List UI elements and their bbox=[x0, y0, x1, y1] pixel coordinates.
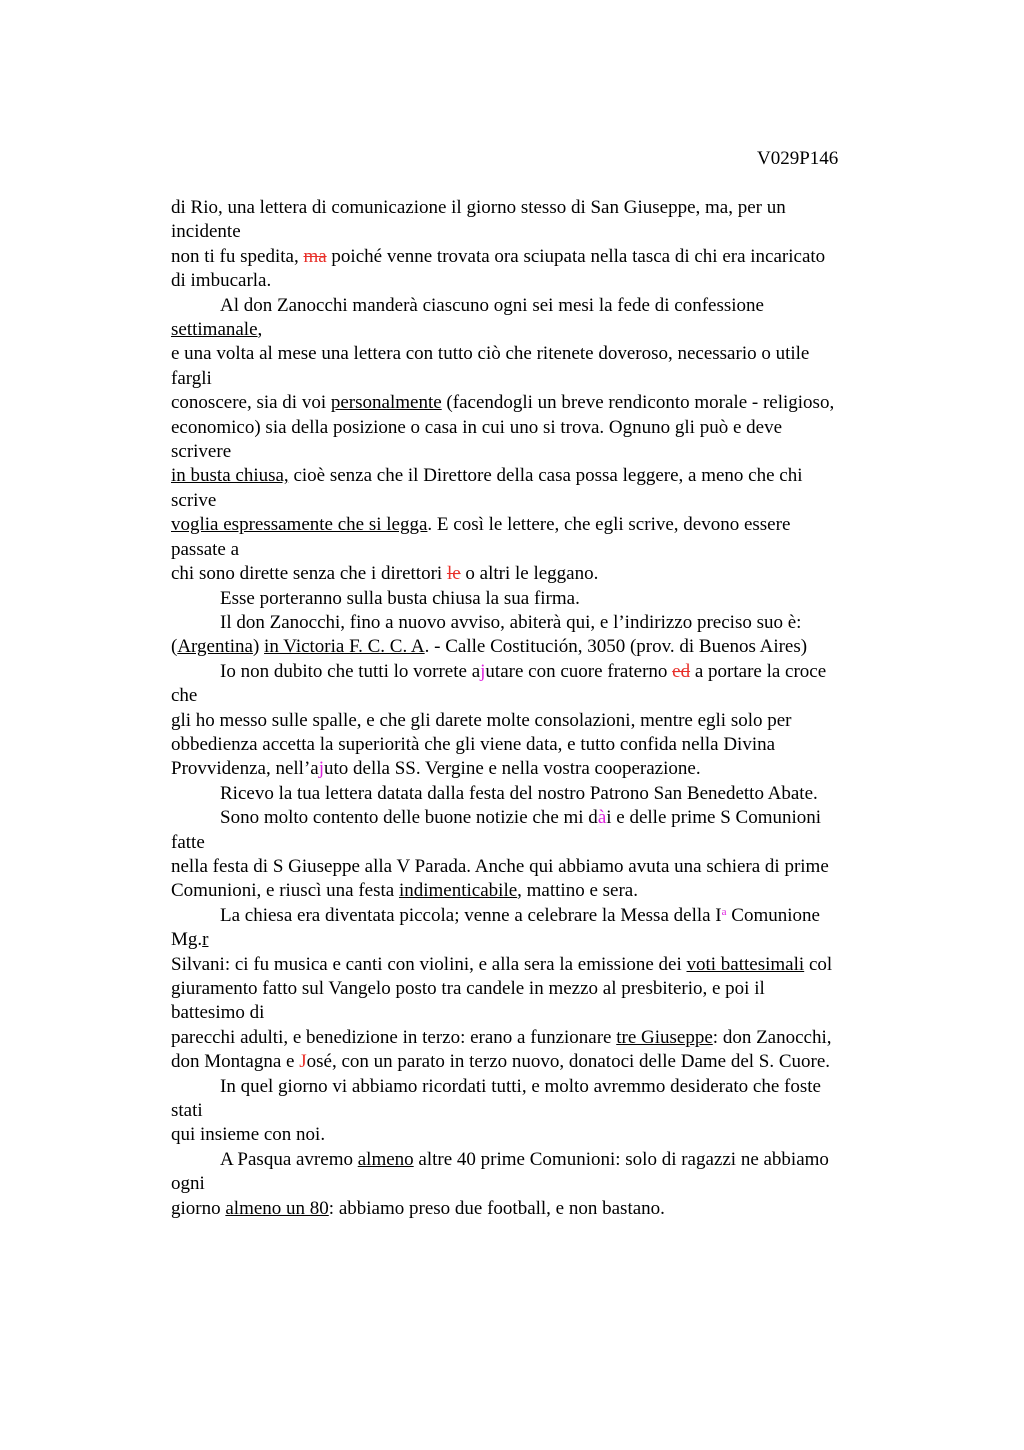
line-text: incidente bbox=[171, 221, 241, 243]
text-line bbox=[171, 831, 901, 855]
line-text: e una volta al mese una lettera con tutto ciò che ritenete doveroso, necessario o utile bbox=[171, 343, 810, 365]
text-line bbox=[171, 416, 901, 440]
line-text: scrive bbox=[171, 489, 217, 511]
line-text: Mg. bbox=[171, 929, 203, 951]
line-text: col bbox=[804, 953, 833, 975]
line-text: qui insieme con noi. bbox=[171, 1124, 326, 1146]
text-line bbox=[171, 489, 901, 513]
text-line bbox=[171, 709, 901, 733]
text-line bbox=[171, 342, 901, 366]
line-text: cioè senza che il Direttore della casa possa leggere, a meno che chi bbox=[288, 465, 803, 487]
underlined-text: tre Giuseppe bbox=[616, 1026, 713, 1048]
paragraph-start bbox=[171, 660, 901, 684]
text-line bbox=[171, 928, 901, 952]
text-line bbox=[171, 245, 901, 269]
line-text: battesimo di bbox=[171, 1002, 265, 1024]
line-text: o altri le leggano. bbox=[460, 563, 599, 585]
paragraph-start bbox=[171, 1148, 901, 1172]
line-text: ) bbox=[252, 636, 265, 658]
line-text: ( bbox=[171, 636, 178, 658]
line-text: scrivere bbox=[171, 441, 232, 463]
text-line bbox=[171, 1001, 901, 1025]
paragraph-start bbox=[171, 294, 901, 318]
line-text: passate a bbox=[171, 538, 240, 560]
text-line bbox=[171, 757, 901, 781]
line-text: Al don Zanocchi manderà ciascuno ogni sei mesi la fede di confessione bbox=[220, 294, 764, 316]
line-text: conoscere, sia di voi bbox=[171, 392, 331, 414]
underlined-text: almeno bbox=[357, 1148, 414, 1170]
line-text: economico) sia della posizione o casa in cui uno si trova. Ognuno gli può e deve bbox=[171, 416, 783, 438]
underlined-text: in Victoria F. C. C. A bbox=[264, 636, 425, 658]
deleted-word: ma bbox=[303, 245, 327, 267]
corrected-letter: J bbox=[299, 1051, 307, 1073]
underlined-text: r bbox=[202, 929, 209, 951]
line-text: Esse porteranno sulla busta chiusa la sua firma. bbox=[220, 587, 580, 609]
address-line bbox=[171, 635, 901, 659]
text-line bbox=[171, 977, 901, 1001]
text-line bbox=[171, 1172, 901, 1196]
deleted-word: ed bbox=[672, 660, 691, 682]
line-text: di imbucarla. bbox=[171, 270, 272, 292]
line-text: Provvidenza, nell’a bbox=[171, 758, 319, 780]
line-text: La chiesa era diventata piccola; venne a celebrare la Messa della I bbox=[220, 904, 722, 926]
text-line bbox=[171, 879, 901, 903]
inserted-letter: j bbox=[318, 758, 325, 780]
line-text: Io non dubito che tutti lo vorrete a bbox=[220, 660, 481, 682]
text-line bbox=[171, 318, 901, 342]
line-text: utare con cuore fraterno bbox=[485, 660, 673, 682]
line-text: (facendogli un breve rendiconto morale - religioso, bbox=[441, 392, 835, 414]
text-line bbox=[171, 538, 901, 562]
inserted-letter: à bbox=[597, 807, 607, 829]
paragraph-start bbox=[171, 904, 901, 928]
line-text: a portare la croce bbox=[690, 660, 827, 682]
paragraph-start bbox=[171, 587, 901, 611]
line-text: Silvani: ci fu musica e canti con violini, e alla sera la emissione dei bbox=[171, 953, 687, 975]
line-text: stati bbox=[171, 1100, 203, 1122]
line-text: . E così le lettere, che egli scrive, devono essere bbox=[427, 514, 791, 536]
underlined-text: voglia espressamente che si legga bbox=[171, 514, 428, 536]
text-line bbox=[171, 367, 901, 391]
line-text: che bbox=[171, 685, 198, 707]
line-text: parecchi adulti, e benedizione in terzo: erano a funzionare bbox=[171, 1026, 617, 1048]
text-line bbox=[171, 196, 901, 220]
line-text: : abbiamo preso due football, e non bastano. bbox=[328, 1197, 665, 1219]
text-line bbox=[171, 953, 901, 977]
line-text: di Rio, una lettera di comunicazione il giorno stesso di San Giuseppe, ma, per un bbox=[171, 197, 786, 218]
text-line bbox=[171, 440, 901, 464]
line-text: . - Calle Costitución, 3050 (prov. di Buenos Aires) bbox=[424, 636, 808, 658]
line-text: nella festa di S Giuseppe alla V Parada. Anche qui abbiamo avuta una schiera di prime bbox=[171, 855, 829, 877]
text-line bbox=[171, 855, 901, 879]
line-text: In quel giorno vi abbiamo ricordati tutti, e molto avremmo desiderato che foste bbox=[220, 1075, 821, 1097]
line-text: fatte bbox=[171, 831, 205, 853]
text-line bbox=[171, 391, 901, 415]
line-text: , mattino e sera. bbox=[517, 880, 638, 902]
line-text: don Montagna e bbox=[171, 1051, 300, 1073]
inserted-letter: j bbox=[480, 660, 486, 682]
line-text: ogni bbox=[171, 1173, 205, 1195]
line-text: gli ho messo sulle spalle, e che gli darete molte consolazioni, mentre egli solo per bbox=[171, 709, 792, 731]
line-text: giuramento fatto sul Vangelo posto tra candele in mezzo al presbiterio, e poi il bbox=[171, 978, 765, 999]
line-text: Comunioni, e riuscì una festa bbox=[171, 880, 399, 902]
line-text: Sono molto contento delle buone notizie che mi d bbox=[220, 807, 598, 829]
paragraph-start bbox=[171, 611, 901, 635]
line-text: altre 40 prime Comunioni: solo di ragazzi ne abbiamo bbox=[413, 1148, 829, 1170]
superscript-letter: a bbox=[721, 905, 727, 918]
line-text: non ti fu spedita, bbox=[171, 245, 304, 267]
text-line bbox=[171, 464, 901, 488]
text-line bbox=[171, 1197, 901, 1221]
text-line bbox=[171, 220, 901, 244]
underlined-text: settimanale bbox=[171, 319, 258, 341]
line-text: uto della SS. Vergine e nella vostra cooperazione. bbox=[324, 758, 701, 780]
paragraph-start bbox=[171, 782, 901, 806]
line-text: Il don Zanocchi, fino a nuovo avviso, abiterà qui, e l’indirizzo preciso suo è: bbox=[220, 611, 802, 633]
underlined-text: indimenticabile bbox=[398, 880, 518, 902]
line-text: osé, con un parato in terzo nuovo, donatoci delle Dame del S. Cuore. bbox=[306, 1051, 831, 1073]
deleted-word: le bbox=[446, 563, 461, 585]
text-line bbox=[171, 1123, 901, 1147]
line-text: obbedienza accetta la superiorità che gli viene data, e tutto confida nella Divina bbox=[171, 733, 776, 755]
underlined-text: almeno un 80 bbox=[225, 1197, 329, 1219]
text-line bbox=[171, 269, 901, 293]
line-text: chi sono dirette senza che i direttori bbox=[171, 563, 447, 585]
line-text: poiché venne trovata ora sciupata nella tasca di chi era incaricato bbox=[326, 245, 826, 267]
text-line bbox=[171, 562, 901, 586]
line-text: , bbox=[257, 319, 263, 341]
page-identifier: V029P146 bbox=[757, 148, 839, 169]
text-line bbox=[171, 684, 901, 708]
underlined-text: personalmente bbox=[330, 392, 442, 414]
underlined-text: voti battesimali bbox=[686, 953, 805, 975]
text-line bbox=[171, 1026, 901, 1050]
paragraph-start bbox=[171, 806, 901, 830]
text-line bbox=[171, 513, 901, 537]
underlined-text: Argentina bbox=[177, 636, 253, 658]
text-line bbox=[171, 1050, 901, 1074]
line-text: Comunione bbox=[726, 904, 820, 926]
line-text: i e delle prime S Comunioni bbox=[606, 807, 822, 829]
letter-body bbox=[171, 196, 901, 1221]
underlined-text: in busta chiusa, bbox=[171, 465, 289, 487]
text-line bbox=[171, 1099, 901, 1123]
paragraph-start bbox=[171, 1075, 901, 1099]
line-text: giorno bbox=[171, 1197, 226, 1219]
text-line bbox=[171, 733, 901, 757]
line-text: : don Zanocchi, bbox=[712, 1026, 832, 1048]
line-text: A Pasqua avremo bbox=[220, 1148, 358, 1170]
line-text: Ricevo la tua lettera datata dalla festa del nostro Patrono San Benedetto Abate. bbox=[220, 782, 818, 804]
line-text: fargli bbox=[171, 367, 212, 389]
